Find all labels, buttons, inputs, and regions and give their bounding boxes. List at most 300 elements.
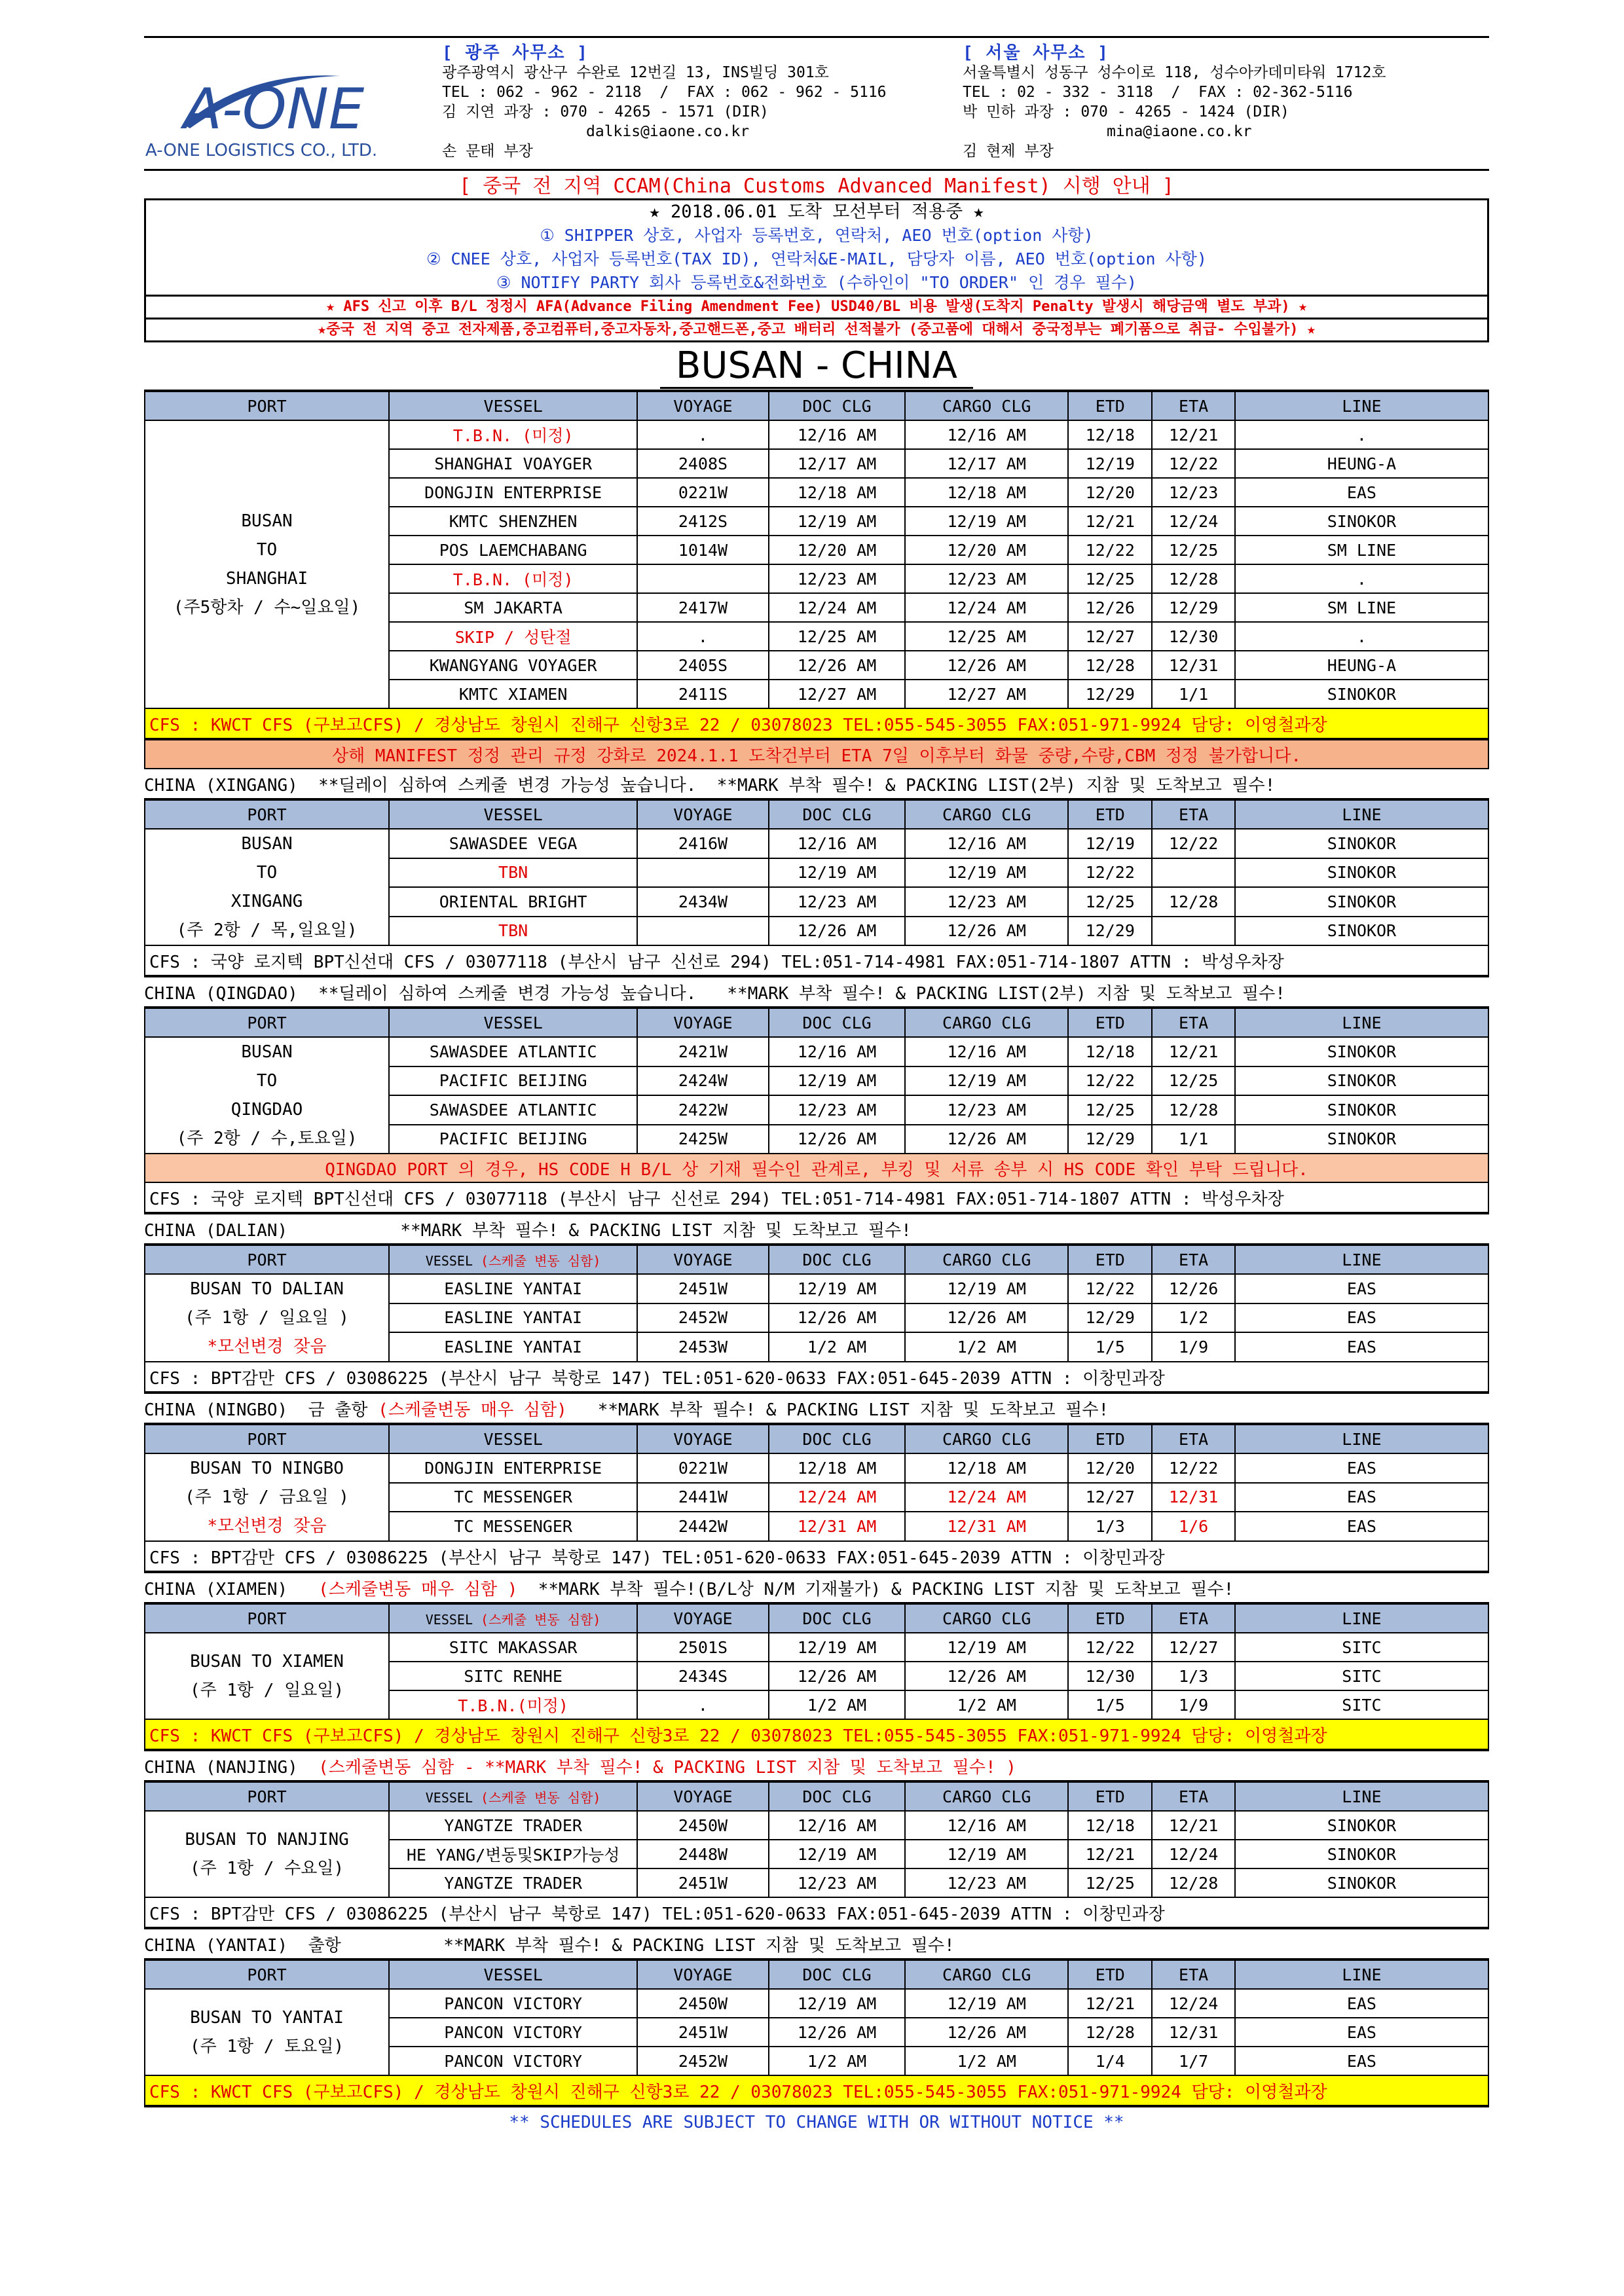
column-label: DOC CLG xyxy=(802,1429,872,1449)
column-label: CARGO CLG xyxy=(942,1965,1031,1984)
cell-eta: 12/30 xyxy=(1152,622,1234,651)
cell-cargo: 12/26 AM xyxy=(905,1125,1068,1154)
cell-eta: 12/24 xyxy=(1152,1840,1234,1868)
cell-line: SINOKOR xyxy=(1235,507,1488,536)
cell-eta: 1/1 xyxy=(1152,1125,1234,1154)
port-line: (주 1항 / 금요일 ) xyxy=(185,1487,349,1507)
cell-vessel: SM JAKARTA xyxy=(389,593,637,622)
column-label: DOC CLG xyxy=(802,1013,872,1032)
cell-vessel: PANCON VICTORY xyxy=(389,2018,637,2047)
cell-cargo: 12/24 AM xyxy=(905,593,1068,622)
column-label: CARGO CLG xyxy=(942,1250,1031,1269)
column-label: PORT xyxy=(247,1787,287,1806)
port-cell xyxy=(145,829,389,945)
title-part: CHINA (XIAMEN) xyxy=(144,1580,319,1599)
column-header-voyage xyxy=(637,1008,769,1037)
cell-cargo: 12/17 AM xyxy=(905,449,1068,478)
column-header-port xyxy=(145,391,389,420)
cell-etd: 12/22 xyxy=(1068,1274,1152,1303)
cell-doc: 12/24 AM xyxy=(769,1483,906,1512)
cell-etd: 12/27 xyxy=(1068,622,1152,651)
cell-line: EAS xyxy=(1235,1453,1488,1483)
cell-voyage: 2421W xyxy=(637,1037,769,1066)
column-header-port xyxy=(145,1959,389,1989)
cell-doc: 12/17 AM xyxy=(769,449,906,478)
column-header-vessel xyxy=(389,799,637,829)
cell-line: SM LINE xyxy=(1235,593,1488,622)
section-title xyxy=(144,1573,1489,1602)
column-header-line xyxy=(1235,1603,1488,1633)
cell-cargo: 12/18 AM xyxy=(905,1453,1068,1483)
column-header-etd xyxy=(1068,1008,1152,1037)
cell-doc: 12/31 AM xyxy=(769,1512,906,1541)
cell-voyage: 2424W xyxy=(637,1066,769,1096)
cell-doc: 1/2 AM xyxy=(769,1332,906,1362)
cell-cargo: 12/16 AM xyxy=(905,420,1068,449)
column-label: LINE xyxy=(1342,1250,1382,1269)
cell-line: SINOKOR xyxy=(1235,680,1488,708)
column-header-port xyxy=(145,1245,389,1274)
cell-cargo: 12/20 AM xyxy=(905,536,1068,564)
cell-doc: 12/19 AM xyxy=(769,1274,906,1303)
cell-cargo: 12/24 AM xyxy=(905,1483,1068,1512)
cell-eta: 12/22 xyxy=(1152,829,1234,858)
cell-line: EAS xyxy=(1235,478,1488,507)
column-header-eta xyxy=(1152,1959,1234,1989)
cell-eta xyxy=(1152,858,1234,888)
cell-etd: 1/5 xyxy=(1068,1690,1152,1719)
column-header-doc-clg xyxy=(769,1959,906,1989)
schedule-table-xingang xyxy=(144,798,1489,977)
cell-cargo: 12/23 AM xyxy=(905,564,1068,593)
cell-etd: 12/21 xyxy=(1068,1840,1152,1868)
cfs-row xyxy=(145,2075,1488,2106)
cell-eta: 12/31 xyxy=(1152,651,1234,680)
office-tel-fax: TEL : 062 - 962 - 2118 / FAX : 062 - 962 - 5116 xyxy=(442,84,887,101)
cell-cargo: 12/19 AM xyxy=(905,1840,1068,1868)
cfs-info: CFS : BPT감만 CFS / 03086225 (부산시 남구 북항로 147) TEL:051-620-0633 FAX:051-645-2039 ATTN : 이창민과장 xyxy=(145,1362,1488,1393)
notice-date-line: ★ 2018.06.01 도착 모선부터 적용중 ★ xyxy=(649,202,984,222)
cell-vessel: POS LAEMCHABANG xyxy=(389,536,637,564)
cell-eta: 12/24 xyxy=(1152,1989,1234,2018)
cell-doc: 12/16 AM xyxy=(769,1811,906,1840)
cell-etd: 12/20 xyxy=(1068,1453,1152,1483)
column-header-doc-clg xyxy=(769,391,906,420)
cell-voyage: . xyxy=(637,1690,769,1719)
column-header-cargo-clg xyxy=(905,1424,1068,1453)
title-warning: (스케줄변동 매우 심함 ) xyxy=(318,1580,518,1599)
column-header-vessel xyxy=(389,1959,637,1989)
cell-doc: 12/23 AM xyxy=(769,887,906,917)
cell-vessel: EASLINE YANTAI xyxy=(389,1303,637,1333)
port-cell xyxy=(145,1989,389,2075)
column-header-voyage xyxy=(637,799,769,829)
column-label: VESSEL xyxy=(483,805,543,824)
column-header-voyage xyxy=(637,1245,769,1274)
column-header-eta xyxy=(1152,1245,1234,1274)
cell-etd: 12/25 xyxy=(1068,564,1152,593)
cell-etd: 12/28 xyxy=(1068,651,1152,680)
cell-vessel: KWANGYANG VOYAGER xyxy=(389,651,637,680)
cell-eta: 12/25 xyxy=(1152,536,1234,564)
column-label: VOYAGE xyxy=(673,805,733,824)
ccam-notice-box xyxy=(144,198,1489,342)
port-line: (주 1항 / 수요일) xyxy=(189,1859,344,1878)
cell-line: SINOKOR xyxy=(1235,858,1488,888)
column-label: ETA xyxy=(1179,1429,1209,1449)
section-shanghai xyxy=(144,390,1489,769)
column-label: PORT xyxy=(247,1013,287,1032)
table-row xyxy=(145,1453,1488,1483)
cell-vessel: YANGTZE TRADER xyxy=(389,1868,637,1897)
cell-doc: 12/18 AM xyxy=(769,478,906,507)
notice-item-cnee: ② CNEE 상호, 사업자 등록번호(TAX ID), 연락처&E-MAIL, 담당자 이름, AEO 번호(option 사항) xyxy=(426,249,1207,268)
cfs-row xyxy=(145,1541,1488,1572)
column-header-line xyxy=(1235,1959,1488,1989)
title-part: CHINA (NANJING) xyxy=(144,1758,319,1777)
column-header-cargo-clg xyxy=(905,799,1068,829)
column-label: VOYAGE xyxy=(673,1013,733,1032)
cell-voyage: 0221W xyxy=(637,1453,769,1483)
port-line: *모선변경 잦음 xyxy=(207,1337,327,1357)
column-header-doc-clg xyxy=(769,1424,906,1453)
office-email[interactable]: dalkis@iaone.co.kr xyxy=(586,123,750,140)
column-label: VOYAGE xyxy=(673,1250,733,1269)
cell-cargo: 12/23 AM xyxy=(905,1868,1068,1897)
cell-line: SM LINE xyxy=(1235,536,1488,564)
cell-vessel: PANCON VICTORY xyxy=(389,2047,637,2075)
column-label: PORT xyxy=(247,1250,287,1269)
column-label: PORT xyxy=(247,1609,287,1628)
cell-cargo: 12/16 AM xyxy=(905,1811,1068,1840)
cell-doc: 12/16 AM xyxy=(769,420,906,449)
cell-etd: 12/18 xyxy=(1068,1811,1152,1840)
office-manager: 김 현제 부장 xyxy=(963,143,1054,160)
title-warning: (스케줄변동 심함 - **MARK 부착 필수! & PACKING LIST 지참 및 도착보고 필수! ) xyxy=(318,1758,1016,1777)
cell-etd: 12/22 xyxy=(1068,1066,1152,1096)
office-manager: 손 문태 부장 xyxy=(442,143,533,160)
column-header-doc-clg xyxy=(769,1245,906,1274)
cell-cargo: 12/16 AM xyxy=(905,829,1068,858)
column-label: DOC CLG xyxy=(802,1250,872,1269)
header-row xyxy=(145,1424,1488,1453)
cell-etd: 1/4 xyxy=(1068,2047,1152,2075)
cell-voyage xyxy=(637,917,769,946)
column-header-etd xyxy=(1068,799,1152,829)
column-header-vessel xyxy=(389,1781,637,1811)
cell-cargo: 12/19 AM xyxy=(905,858,1068,888)
cell-etd: 12/20 xyxy=(1068,478,1152,507)
port-line: (주 1항 / 일요일) xyxy=(189,1681,344,1700)
port-line: BUSAN xyxy=(241,1042,293,1062)
cell-line: SITC xyxy=(1235,1633,1488,1662)
cell-etd: 12/22 xyxy=(1068,536,1152,564)
cell-cargo: 12/19 AM xyxy=(905,507,1068,536)
gwangju-office xyxy=(442,43,887,161)
cell-vessel: SKIP / 성탄절 xyxy=(389,622,637,651)
cell-eta: 1/7 xyxy=(1152,2047,1234,2075)
notice-row xyxy=(145,1154,1488,1182)
port-line: BUSAN TO NINGBO xyxy=(190,1459,344,1478)
cell-voyage: 2417W xyxy=(637,593,769,622)
cell-line: SINOKOR xyxy=(1235,917,1488,946)
cell-cargo: 1/2 AM xyxy=(905,2047,1068,2075)
office-contact: 박 민하 과장 : 070 - 4265 - 1424 (DIR) xyxy=(963,103,1289,120)
column-label: CARGO CLG xyxy=(942,396,1031,416)
cell-vessel: KMTC SHENZHEN xyxy=(389,507,637,536)
column-label: ETD xyxy=(1095,1965,1125,1984)
cell-vessel: SITC MAKASSAR xyxy=(389,1633,637,1662)
column-header-eta xyxy=(1152,1603,1234,1633)
section-title: CHINA (XINGANG) **딜레이 심하여 스케줄 변경 가능성 높습니다. **MARK 부착 필수! & PACKING LIST(2부) 지참 및 도착보고 필수! xyxy=(144,776,1276,795)
cell-doc: 1/2 AM xyxy=(769,2047,906,2075)
column-header-cargo-clg xyxy=(905,1008,1068,1037)
port-line: BUSAN TO XIAMEN xyxy=(190,1652,344,1671)
cell-doc: 12/23 AM xyxy=(769,1095,906,1125)
cell-cargo: 12/25 AM xyxy=(905,622,1068,651)
section-xingang xyxy=(144,769,1489,977)
header-row xyxy=(145,1008,1488,1037)
section-xiamen xyxy=(144,1573,1489,1751)
office-address: 서울특별시 성동구 성수이로 118, 성수아카데미타워 1712호 xyxy=(963,64,1386,81)
cell-vessel: TBN xyxy=(389,858,637,888)
section-title: CHINA (YANTAI) 출항 **MARK 부착 필수! & PACKING LIST 지참 및 도착보고 필수! xyxy=(144,1936,955,1956)
cell-line: EAS xyxy=(1235,1303,1488,1333)
port-cell xyxy=(145,420,389,708)
column-label: VESSEL xyxy=(425,1789,473,1806)
vessel-change-note: (스케줄 변동 심함) xyxy=(473,1611,601,1628)
column-label: PORT xyxy=(247,1965,287,1984)
port-line: (주 2항 / 목,일요일) xyxy=(176,920,358,940)
schedule-table-ningbo xyxy=(144,1423,1489,1573)
cell-vessel: SAWASDEE ATLANTIC xyxy=(389,1037,637,1066)
cell-etd: 12/25 xyxy=(1068,1868,1152,1897)
header-row xyxy=(145,391,1488,420)
column-label: LINE xyxy=(1342,1787,1382,1806)
column-header-doc-clg xyxy=(769,1781,906,1811)
cell-eta: 12/23 xyxy=(1152,478,1234,507)
cfs-row xyxy=(145,1719,1488,1750)
port-line: (주5항차 / 수~일요일) xyxy=(173,598,361,617)
table-row xyxy=(145,829,1488,858)
cell-eta: 12/21 xyxy=(1152,1037,1234,1066)
column-label: ETA xyxy=(1179,1250,1209,1269)
vessel-change-note: (스케줄 변동 심함) xyxy=(473,1789,601,1806)
cell-cargo: 1/2 AM xyxy=(905,1690,1068,1719)
column-label: LINE xyxy=(1342,1609,1382,1628)
cell-vessel: EASLINE YANTAI xyxy=(389,1332,637,1362)
column-label: ETA xyxy=(1179,396,1209,416)
column-label: PORT xyxy=(247,396,287,416)
schedule-table-qingdao xyxy=(144,1006,1489,1214)
company-logo xyxy=(144,51,432,162)
schedule-table-xiamen xyxy=(144,1602,1489,1751)
cell-eta: 1/2 xyxy=(1152,1303,1234,1333)
port-line: (주 1항 / 토요일) xyxy=(189,2037,344,2056)
cell-eta xyxy=(1152,917,1234,946)
cell-line: SINOKOR xyxy=(1235,1066,1488,1096)
port-line: *모선변경 잦음 xyxy=(207,1516,327,1536)
column-label: ETD xyxy=(1095,1013,1125,1032)
cell-line: . xyxy=(1235,622,1488,651)
cell-doc: 12/26 AM xyxy=(769,651,906,680)
column-header-line xyxy=(1235,1245,1488,1274)
cfs-info: CFS : 국양 로지텍 BPT신선대 CFS / 03077118 (부산시 남구 신선로 294) TEL:051-714-4981 FAX:051-714-1807 ATTN : 박성우차장 xyxy=(145,1182,1488,1213)
cfs-row xyxy=(145,1182,1488,1213)
cell-etd: 12/22 xyxy=(1068,1633,1152,1662)
cell-doc: 12/20 AM xyxy=(769,536,906,564)
column-label: VOYAGE xyxy=(673,1965,733,1984)
column-header-cargo-clg xyxy=(905,1959,1068,1989)
cell-line: HEUNG-A xyxy=(1235,651,1488,680)
column-label: CARGO CLG xyxy=(942,1787,1031,1806)
column-header-eta xyxy=(1152,1424,1234,1453)
column-header-cargo-clg xyxy=(905,391,1068,420)
cell-voyage: 2411S xyxy=(637,680,769,708)
port-line: BUSAN TO YANTAI xyxy=(190,2008,344,2028)
section-yantai xyxy=(144,1929,1489,2107)
cfs-row xyxy=(145,945,1488,976)
cell-line: HEUNG-A xyxy=(1235,449,1488,478)
header-row xyxy=(145,1245,1488,1274)
cell-line: EAS xyxy=(1235,2047,1488,2075)
column-label: VESSEL xyxy=(483,1429,543,1449)
cell-eta: 1/9 xyxy=(1152,1690,1234,1719)
table-row xyxy=(145,1037,1488,1066)
cell-doc: 12/19 AM xyxy=(769,1840,906,1868)
cell-cargo: 12/31 AM xyxy=(905,1512,1068,1541)
cfs-info: CFS : 국양 로지텍 BPT신선대 CFS / 03077118 (부산시 남구 신선로 294) TEL:051-714-4981 FAX:051-714-1807 ATTN : 박성우차장 xyxy=(145,945,1488,976)
cell-cargo: 12/19 AM xyxy=(905,1066,1068,1096)
column-label: VESSEL xyxy=(425,1611,473,1628)
company-header xyxy=(144,36,1489,171)
column-header-vessel xyxy=(389,391,637,420)
column-header-port xyxy=(145,1424,389,1453)
port-line: BUSAN xyxy=(241,511,293,531)
cell-doc: 12/24 AM xyxy=(769,593,906,622)
cell-line: SITC xyxy=(1235,1662,1488,1690)
cell-vessel: TBN xyxy=(389,917,637,946)
cell-doc: 12/25 AM xyxy=(769,622,906,651)
column-header-vessel xyxy=(389,1603,637,1633)
column-header-line xyxy=(1235,391,1488,420)
cell-voyage: . xyxy=(637,420,769,449)
route-title xyxy=(144,345,1489,390)
column-header-voyage xyxy=(637,391,769,420)
cell-vessel: SITC RENHE xyxy=(389,1662,637,1690)
cell-etd: 12/29 xyxy=(1068,680,1152,708)
title-part: CHINA (NINGBO) 금 출항 xyxy=(144,1400,378,1420)
schedule-table-dalian xyxy=(144,1243,1489,1394)
cell-cargo: 12/16 AM xyxy=(905,1037,1068,1066)
title-part: **MARK 부착 필수!(B/L상 N/M 기재불가) & PACKING LIST 지참 및 도착보고 필수! xyxy=(517,1580,1234,1599)
cell-eta: 12/27 xyxy=(1152,1633,1234,1662)
column-header-etd xyxy=(1068,391,1152,420)
section-notice: 상해 MANIFEST 정정 관리 규정 강화로 2024.1.1 도착건부터 ETA 7일 이후부터 화물 중량,수량,CBM 정정 불가합니다. xyxy=(145,739,1488,769)
title-part: **MARK 부착 필수! & PACKING LIST 지참 및 도착보고 필수! xyxy=(566,1400,1109,1420)
section-nanjing xyxy=(144,1751,1489,1929)
cell-doc: 12/19 AM xyxy=(769,1633,906,1662)
column-label: ETA xyxy=(1179,1965,1209,1984)
cell-line: SINOKOR xyxy=(1235,1868,1488,1897)
header-row xyxy=(145,1781,1488,1811)
column-header-etd xyxy=(1068,1781,1152,1811)
cell-vessel: YANGTZE TRADER xyxy=(389,1811,637,1840)
office-email[interactable]: mina@iaone.co.kr xyxy=(1107,123,1252,140)
cell-eta: 12/21 xyxy=(1152,420,1234,449)
cell-etd: 12/29 xyxy=(1068,917,1152,946)
cell-eta: 12/29 xyxy=(1152,593,1234,622)
section-title xyxy=(144,1751,1489,1780)
cell-eta: 1/3 xyxy=(1152,1662,1234,1690)
column-label: PORT xyxy=(247,805,287,824)
cell-voyage: 2450W xyxy=(637,1989,769,2018)
port-line: TO xyxy=(256,863,278,883)
logo-text: A-ONE xyxy=(183,77,365,142)
cell-etd: 12/25 xyxy=(1068,1095,1152,1125)
cell-voyage xyxy=(637,858,769,888)
column-label: ETD xyxy=(1095,1429,1125,1449)
table-row xyxy=(145,1633,1488,1662)
cell-etd: 12/26 xyxy=(1068,593,1152,622)
column-header-port xyxy=(145,1781,389,1811)
office-tel-fax: TEL : 02 - 332 - 3118 / FAX : 02-362-5116 xyxy=(963,84,1353,101)
column-header-voyage xyxy=(637,1781,769,1811)
port-line: TO xyxy=(256,540,278,560)
route-title-text: BUSAN - CHINA xyxy=(660,345,973,389)
cell-etd: 12/22 xyxy=(1068,858,1152,888)
cell-eta: 12/31 xyxy=(1152,1483,1234,1512)
column-header-line xyxy=(1235,799,1488,829)
port-cell xyxy=(145,1453,389,1541)
column-label: DOC CLG xyxy=(802,1787,872,1806)
port-line: QINGDAO xyxy=(231,1100,303,1120)
column-label: ETD xyxy=(1095,1609,1125,1628)
column-label: VESSEL xyxy=(483,1013,543,1032)
column-label: VESSEL xyxy=(483,396,543,416)
column-label: ETD xyxy=(1095,805,1125,824)
port-line: BUSAN TO DALIAN xyxy=(190,1279,344,1299)
cfs-info: CFS : KWCT CFS (구보고CFS) / 경상남도 창원시 진해구 신항3로 22 / 03078023 TEL:055-545-3055 FAX:051-971-9924 담당: 이영철과장 xyxy=(145,708,1488,739)
column-header-etd xyxy=(1068,1603,1152,1633)
cell-line: . xyxy=(1235,564,1488,593)
cfs-row xyxy=(145,708,1488,739)
cell-voyage: 2501S xyxy=(637,1633,769,1662)
column-label: CARGO CLG xyxy=(942,1013,1031,1032)
cell-doc: 12/16 AM xyxy=(769,1037,906,1066)
cell-voyage: 2451W xyxy=(637,1868,769,1897)
cell-vessel: KMTC XIAMEN xyxy=(389,680,637,708)
cell-doc: 12/23 AM xyxy=(769,564,906,593)
cell-etd: 1/5 xyxy=(1068,1332,1152,1362)
column-label: LINE xyxy=(1342,805,1382,824)
cell-cargo: 12/23 AM xyxy=(905,1095,1068,1125)
cell-voyage: 2451W xyxy=(637,2018,769,2047)
cell-doc: 12/19 AM xyxy=(769,1066,906,1096)
column-header-cargo-clg xyxy=(905,1781,1068,1811)
cell-cargo: 12/26 AM xyxy=(905,917,1068,946)
table-row xyxy=(145,1811,1488,1840)
cell-vessel: SAWASDEE VEGA xyxy=(389,829,637,858)
section-title: CHINA (DALIAN) **MARK 부착 필수! & PACKING LIST 지참 및 도착보고 필수! xyxy=(144,1221,912,1241)
column-header-eta xyxy=(1152,799,1234,829)
schedule-table-nanjing xyxy=(144,1780,1489,1929)
cell-voyage: 2408S xyxy=(637,449,769,478)
column-label: VOYAGE xyxy=(673,396,733,416)
column-label: VESSEL xyxy=(425,1252,473,1269)
cell-eta: 1/9 xyxy=(1152,1332,1234,1362)
cell-doc: 12/26 AM xyxy=(769,917,906,946)
